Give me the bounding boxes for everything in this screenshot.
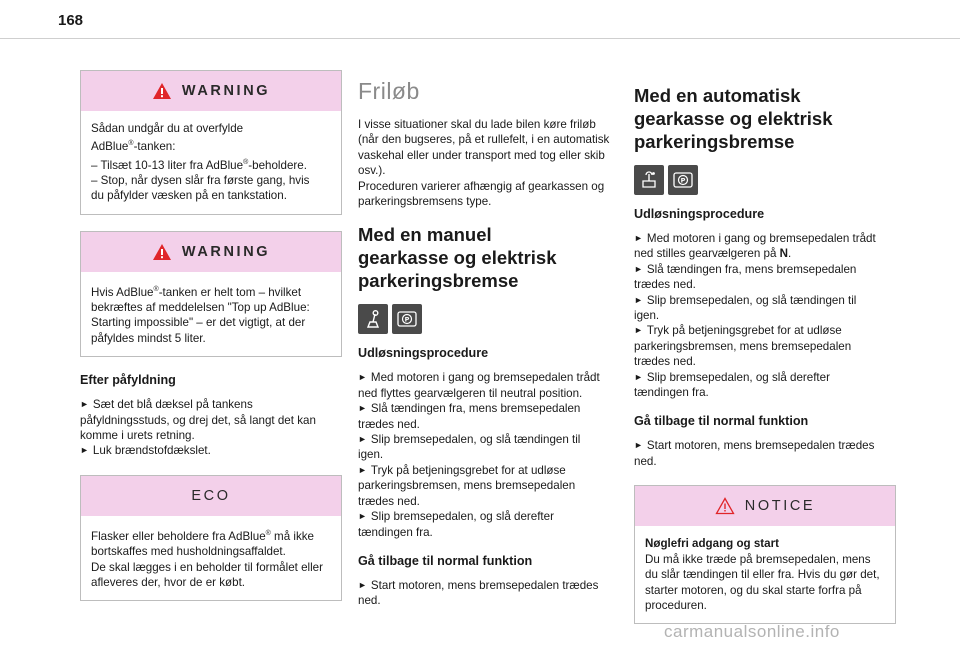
refill-text: ► Sæt det blå dæksel på tankens påfyldningsstuds, og drej det, så langt det kan komme i urets retning. ► Luk brændstofdækslet. bbox=[80, 398, 316, 458]
warning-text: påfyldes mindst 5 liter. bbox=[91, 331, 206, 345]
notice-text: proceduren. bbox=[645, 598, 707, 612]
freewheel-intro: I visse situationer skal du lade bilen køre friløb (når den bugseres, på et rullefelt, i en automatisk vaskehal eller under transport med tog eller skib osv.). Proceduren varierer afhængig af gearkassen og parkeringsbremsens type. bbox=[358, 118, 610, 209]
warning-header bbox=[81, 71, 341, 111]
bullet-arrow-icon: ► bbox=[634, 233, 643, 243]
pictogram-row bbox=[358, 304, 618, 334]
bullet-arrow-icon: ► bbox=[358, 464, 367, 475]
warning-text: bekræftes af meddelelsen "Top up AdBlue: bbox=[91, 301, 310, 315]
automatic-gear-icon bbox=[634, 165, 664, 195]
column-right bbox=[634, 84, 896, 640]
warning-triangle-icon bbox=[152, 243, 172, 261]
manual-gear-icon bbox=[358, 304, 388, 334]
manual-gearbox-heading: Med en manuel gearkasse og elektrisk parkeringsbremse bbox=[358, 224, 557, 292]
pictogram-row bbox=[634, 165, 896, 195]
notice-subtitle: Nøglefri adgang og start bbox=[645, 537, 779, 551]
notice-header bbox=[635, 486, 895, 526]
warning-box-overfill bbox=[80, 70, 342, 215]
eco-header bbox=[81, 476, 341, 516]
notice-triangle-icon bbox=[715, 497, 735, 515]
warning-text: Hvis AdBlue®-tanken er helt tom – hvilket bbox=[91, 285, 302, 299]
eco-text: De skal lægges i en beholder til formålet eller bbox=[91, 560, 323, 574]
eco-text: Flasker eller beholdere fra AdBlue® må ikke bbox=[91, 529, 314, 543]
warning-text: du påfylder væsken på en tankstation. bbox=[91, 189, 287, 203]
column-middle bbox=[358, 78, 618, 609]
release-steps: ► Med motoren i gang og bremsepedalen trådt ned flyttes gearvælgeren til neutral position. ► Slå tændingen fra, mens bremsepedalen trædes ned. ► Slip bremsepedalen, og slå tændingen til igen. ► Tryk på betjeningsgrebet for at udløse parkeringsbremsen, mens bremsepedalen trædes ned. ► Slip bremsepedalen, og slå derefter tændingen fra. bbox=[358, 371, 600, 539]
notice-box bbox=[634, 485, 896, 624]
warning-text: Sådan undgår du at overfylde bbox=[91, 122, 244, 135]
bullet-arrow-icon: ► bbox=[358, 434, 367, 445]
warning-title: WARNING bbox=[181, 83, 271, 99]
bullet-arrow-icon: ► bbox=[634, 263, 643, 274]
warning-text: – Stop, når dysen slår fra første gang, hvis bbox=[91, 173, 310, 187]
svg-text:P: P bbox=[404, 316, 410, 325]
eco-text: afleveres der, hvor de er købt. bbox=[91, 575, 246, 589]
bullet-arrow-icon: ► bbox=[358, 372, 367, 383]
header-divider bbox=[0, 38, 960, 39]
bullet-arrow-icon: ► bbox=[634, 294, 643, 305]
notice-text: starter motoren, og du skal starte forfra på bbox=[645, 583, 862, 597]
page-number: 168 bbox=[58, 12, 84, 29]
notice-text: du slår tændingen til eller fra. Hvis du gør det, bbox=[645, 568, 880, 582]
release-steps: ► Med motoren i gang og bremsepedalen trådt ned stilles gearvælgeren på N. ► Slå tændingen fra, mens bremsepedalen trædes ned. ► Slip bremsepedalen, og slå tændingen til igen. ► Tryk på betjeningsgrebet for at udløse parkeringsbremsen, mens bremsepedalen trædes ned. ► Slip bremsepedalen, og slå derefter tændingen fra. bbox=[634, 232, 876, 400]
parking-brake-p-icon bbox=[392, 304, 422, 334]
release-heading: Udløsningsprocedure bbox=[358, 346, 489, 361]
bullet-arrow-icon: ► bbox=[358, 511, 367, 522]
warning-title: WARNING bbox=[181, 243, 271, 260]
watermark: carmanualsonline.info bbox=[664, 622, 840, 641]
automatic-gearbox-heading: Med en automatisk gearkasse og elektrisk parkeringsbremse bbox=[634, 85, 833, 152]
bullet-arrow-icon: ► bbox=[634, 325, 643, 336]
warning-text: AdBlue®-tanken: bbox=[91, 140, 176, 154]
svg-text:P: P bbox=[680, 176, 686, 185]
notice-title: NOTICE bbox=[744, 498, 816, 515]
warning-text: – Tilsæt 10-13 liter fra AdBlue®-beholdere. bbox=[91, 158, 307, 172]
bullet-arrow-icon: ► bbox=[80, 399, 89, 410]
eco-text: bortskaffes med husholdningsaffaldet. bbox=[91, 545, 286, 559]
warning-triangle-icon bbox=[152, 82, 172, 100]
parking-brake-p-icon bbox=[668, 165, 698, 195]
refill-heading: Efter påfyldning bbox=[80, 373, 176, 388]
normal-function-text: ► Start motoren, mens bremsepedalen trædes ned. bbox=[358, 578, 599, 608]
warning-box-empty bbox=[80, 231, 342, 357]
bullet-arrow-icon: ► bbox=[634, 371, 643, 382]
section-title-freewheel: Friløb bbox=[358, 78, 420, 104]
normal-function-text: ► Start motoren, mens bremsepedalen trædes ned. bbox=[634, 439, 875, 468]
bullet-arrow-icon: ► bbox=[80, 445, 89, 456]
normal-function-heading: Gå tilbage til normal funktion bbox=[634, 414, 809, 429]
bullet-arrow-icon: ► bbox=[634, 440, 643, 451]
column-left bbox=[80, 70, 342, 617]
warning-text: Starting impossible" – er det vigtigt, at der bbox=[91, 316, 306, 330]
normal-function-heading: Gå tilbage til normal funktion bbox=[358, 553, 533, 568]
bullet-arrow-icon: ► bbox=[358, 403, 367, 414]
notice-text: Du må ikke træde på bremsepedalen, mens bbox=[645, 552, 871, 566]
bullet-arrow-icon: ► bbox=[358, 579, 367, 590]
release-heading: Udløsningsprocedure bbox=[634, 207, 765, 221]
eco-title: ECO bbox=[191, 487, 231, 504]
eco-box bbox=[80, 475, 342, 601]
warning-header bbox=[81, 232, 341, 272]
